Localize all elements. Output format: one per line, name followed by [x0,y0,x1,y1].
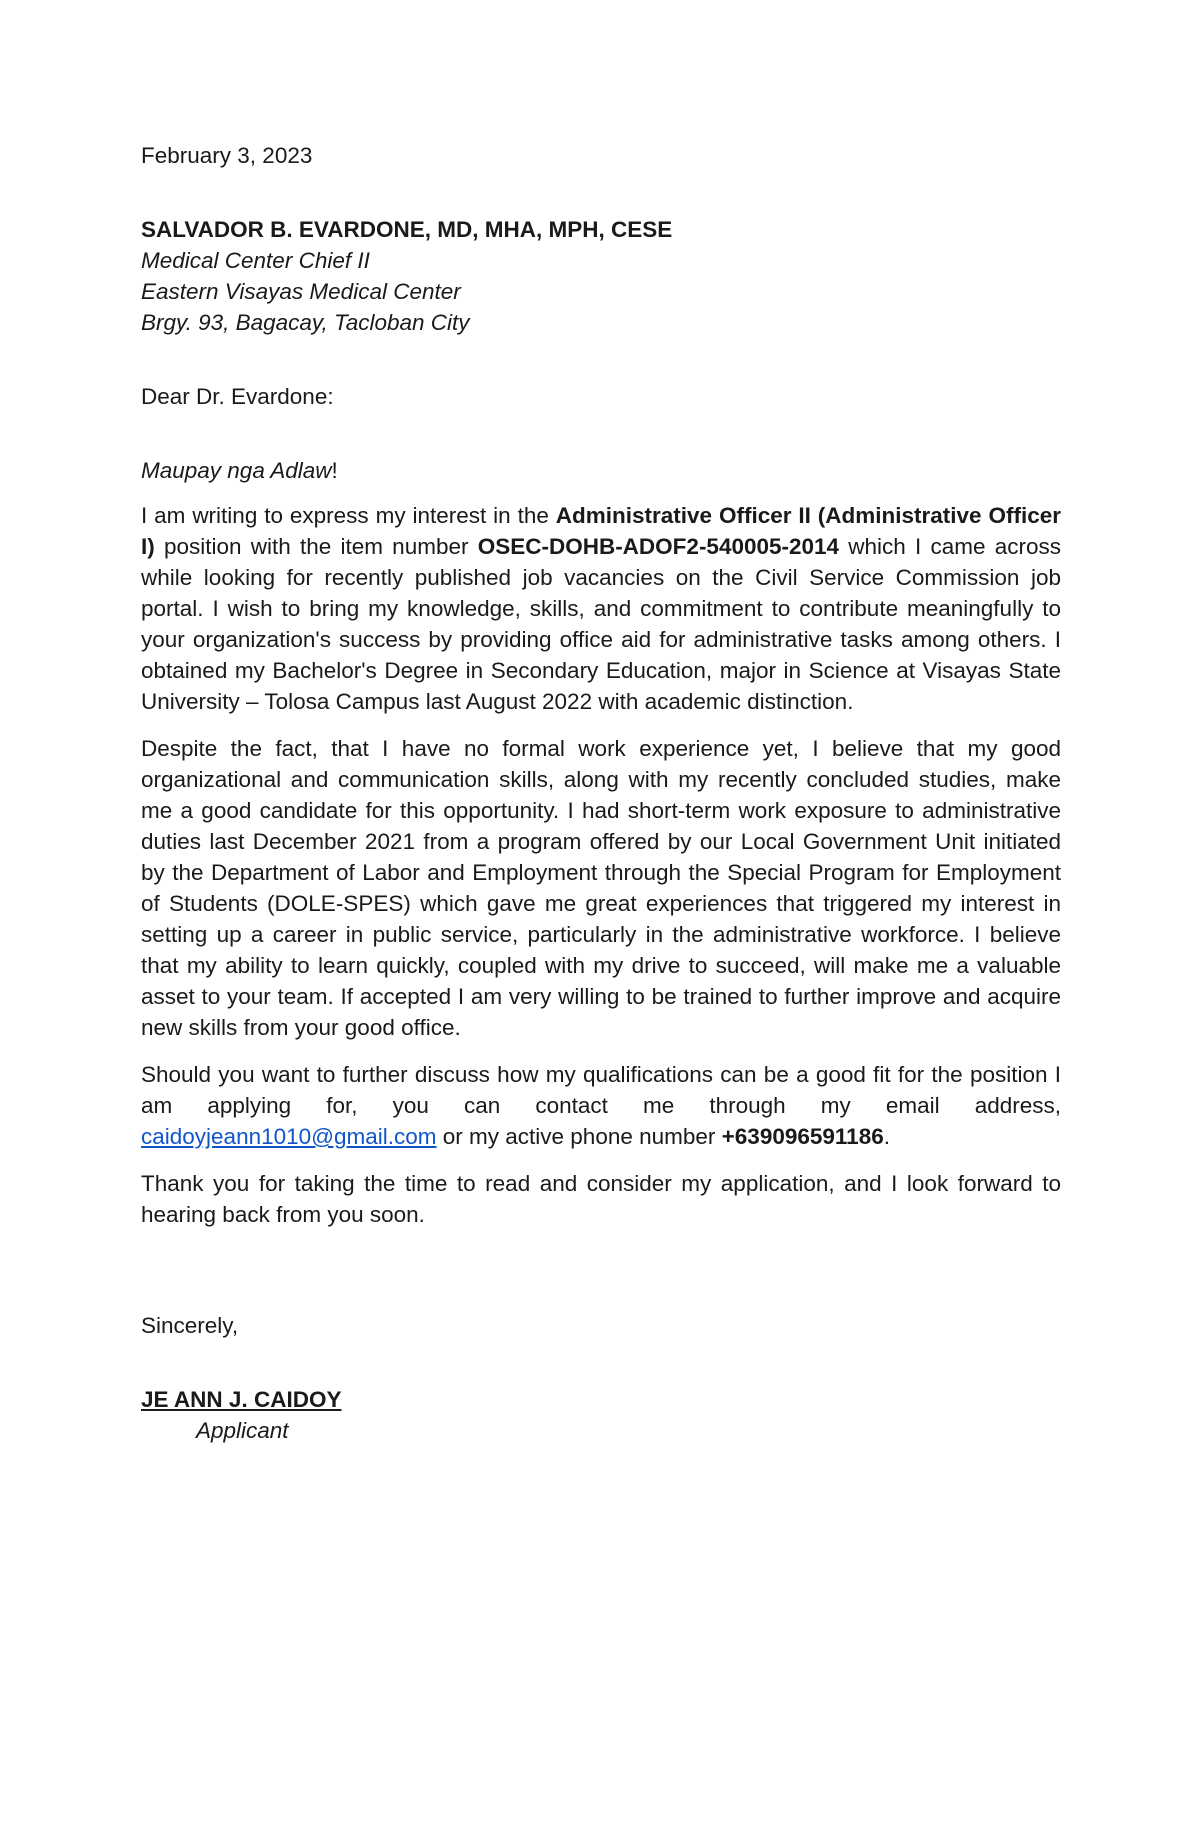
closing: Sincerely, [141,1313,239,1338]
greeting-text: Maupay nga Adlaw [141,458,332,483]
signer-name: JE ANN J. CAIDOY [141,1387,342,1412]
item-number: OSEC-DOHB-ADOF2-540005-2014 [477,534,840,559]
salutation: Dear Dr. Evardone: [141,384,334,409]
recipient-name: SALVADOR B. EVARDONE, MD, MHA, MPH, CESE [141,217,673,242]
body-paragraph-experience: Despite the fact, that I have no formal work experience yet, I believe that my good organizational and communication skills, along with my recently concluded studies, make me a good candidate for this opportunity. I had short-term work exposure to administrative duties last December 2021 from a program offered by our Local Government Unit initiated by the Department of Labor and Employment through the Special Program for Employment of Students (DOLE-SPES) which gave me great experiences that triggered my interest in setting up a career in public service, particularly in the administrative workforce. I believe that my ability to learn quickly, coupled with my drive to succeed, will make me a valuable asset to your team. If accepted I am very willing to be trained to further improve and acquire new skills from your good office. [141,736,1061,1040]
recipient-block [141,214,1061,338]
recipient-address: Brgy. 93, Bagacay, Tacloban City [141,310,470,335]
greeting-punctuation: ! [331,458,338,483]
body-paragraph-intro [141,500,1061,717]
intro-text-2: position with the item number [154,534,478,559]
contact-text-1: Should you want to further discuss how my qualifications can be a good fit for the position I am applying for, you can contact me through my email address, [141,1062,1061,1118]
contact-text-3: . [883,1124,890,1149]
intro-text-3: which I came across while looking for recently published job vacancies on the Civil Service Commission job portal. I wish to bring my knowledge, skills, and commitment to contribute meaningfully to your organization's success by providing office aid for administrative tasks among others. I obtained my Bachelor's Degree in Secondary Education, major in Science at Visayas State University – Tolosa Campus last August 2022 with academic distinction. [141,534,1061,714]
signature-block [141,1384,1061,1446]
position-title: Administrative Officer II (Administrative Officer I) [141,503,1061,559]
contact-text-2: or my active phone number [436,1124,722,1149]
email-link[interactable]: caidoyjeann1010@gmail.com [141,1124,437,1149]
body-paragraph-thanks: Thank you for taking the time to read and consider my application, and I look forward to hearing back from you soon. [141,1171,1061,1227]
intro-text-1: I am writing to express my interest in the [141,503,556,528]
greeting [141,455,1061,486]
signer-role: Applicant [196,1418,289,1443]
letter-date: February 3, 2023 [141,143,313,168]
cover-letter [141,140,1061,1446]
recipient-title: Medical Center Chief II [141,248,370,273]
body-paragraph-contact [141,1059,1061,1152]
phone-number: +639096591186 [721,1124,884,1149]
recipient-organization: Eastern Visayas Medical Center [141,279,461,304]
